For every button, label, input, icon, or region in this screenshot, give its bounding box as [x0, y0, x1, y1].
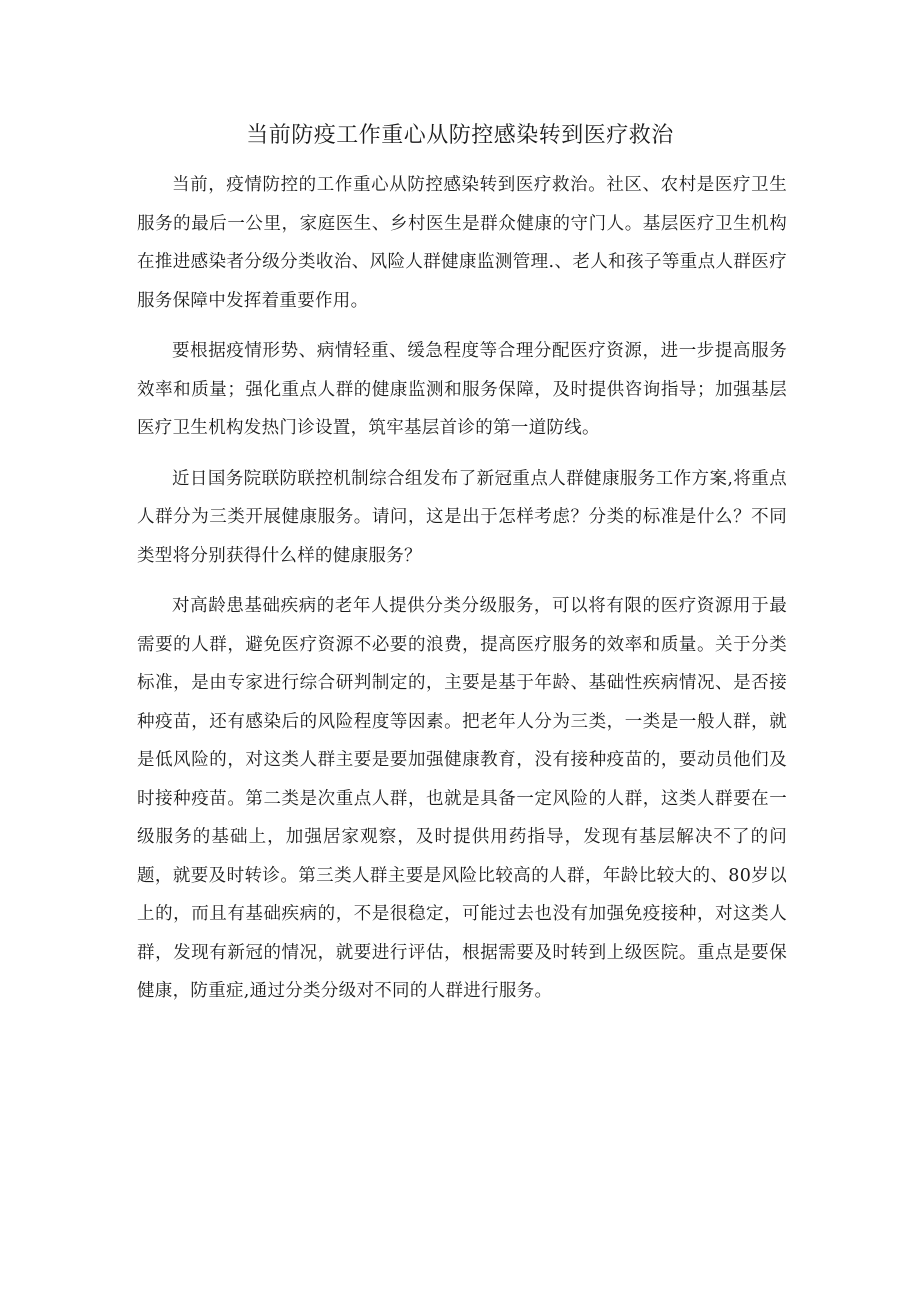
paragraph-3: 近日国务院联防联控机制综合组发布了新冠重点人群健康服务工作方案,将重点人群分为三类开展健康服务。请问，这是出于怎样考虑？分类的标准是什么？不同类型将分别获得什么样的健康服务？ [137, 468, 787, 566]
document-body [137, 166, 787, 1023]
paragraph-2: 要根据疫情形势、病情轻重、缓急程度等合理分配医疗资源，进一步提高服务效率和质量；强化重点人群的健康监测和服务保障，及时提供咨询指导；加强基层医疗卫生机构发热门诊设置，筑牢基层首诊的第一道防线。 [137, 341, 787, 438]
paragraph-4: 对高龄患基础疾病的老年人提供分类分级服务，可以将有限的医疗资源用于最需要的人群，避免医疗资源不必要的浪费，提高医疗服务的效率和质量。关于分类标准，是由专家进行综合研判制定的，主要是基于年龄、基础性疾病情况、是否接种疫苗，还有感染后的风险程度等因素。把老年人分为三类，一类是一般人群，就是低风险的，对这类人群主要是要加强健康教育，没有接种疫苗的，要动员他们及时接种疫苗。第二类是次重点人群，也就是具备一定风险的人群，这类人群要在一级服务的基础上，加强居家观察，及时提供用药指导，发现有基层解决不了的问题，就要及时转诊。第三类人群主要是风险比较高的人群，年龄比较大的、80岁以上的，而且有基础疾病的，不是很稳定，可能过去也没有加强免疫接种，对这类人群，发现有新冠的情况，就要进行评估，根据需要及时转到上级医院。重点是要保健康，防重症,通过分类分级对不同的人群进行服务。 [137, 596, 787, 1001]
document-title: 当前防疫工作重心从防控感染转到医疗救治 [246, 123, 674, 148]
paragraph-1: 当前，疫情防控的工作重心从防控感染转到医疗救治。社区、农村是医疗卫生服务的最后一公里，家庭医生、乡村医生是群众健康的守门人。基层医疗卫生机构在推进感染者分级分类收治、风险人群健康监测管理.、老人和孩子等重点人群医疗服务保障中发挥着重要作用。 [137, 175, 787, 311]
